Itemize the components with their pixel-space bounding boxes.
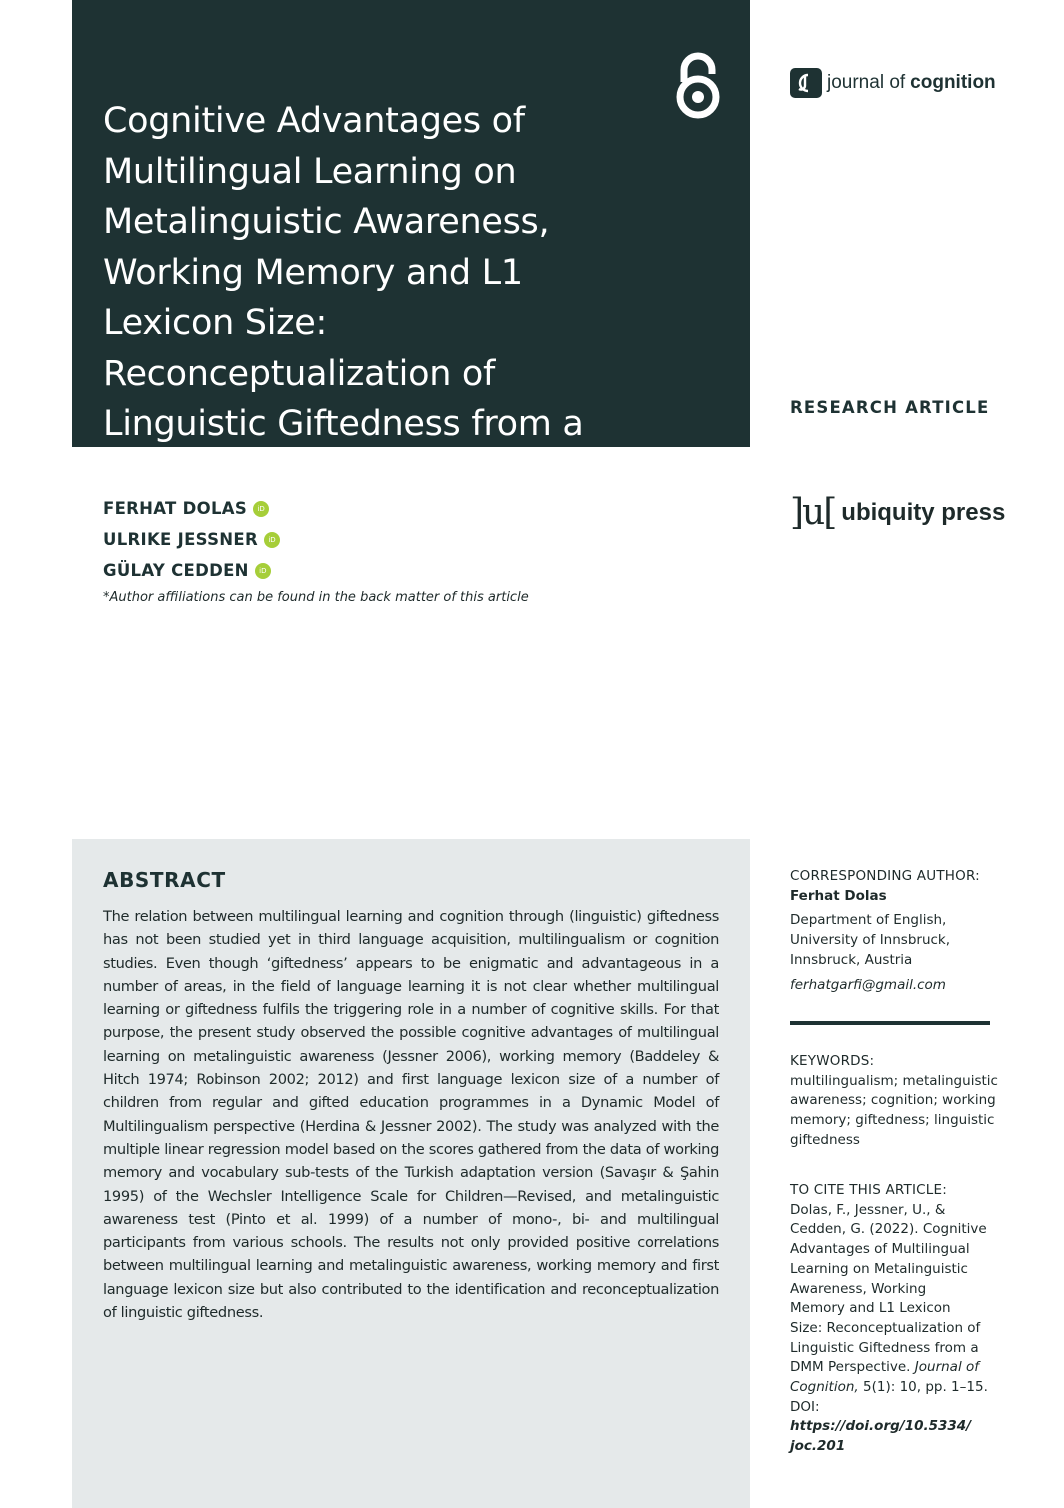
citation-line: Cedden, G. (2022). Cognitive xyxy=(790,1221,987,1238)
citation xyxy=(790,1181,1000,1457)
citation-dmm: DMM Perspective. xyxy=(790,1359,911,1376)
journal-logo[interactable] xyxy=(790,68,996,98)
publisher-logo[interactable] xyxy=(790,493,1005,533)
keywords-line: memory; giftedness; linguistic xyxy=(790,1112,995,1129)
citation-line: Awareness, Working xyxy=(790,1280,927,1297)
publisher-name: ubiquity press xyxy=(841,499,1006,526)
author-item xyxy=(103,524,280,555)
article-title: Cognitive Advantages of Multilingual Learning on Metalinguistic Awareness, Working Memory and L1 Lexicon Size: Reconceptualization of Linguistic Giftedness from a DMM Perspective xyxy=(103,101,584,495)
open-access-lock-icon xyxy=(675,52,721,120)
doi-link-cont[interactable]: joc.201 xyxy=(790,1438,846,1455)
corresponding-author xyxy=(790,867,1000,995)
sidebar-divider xyxy=(790,1021,990,1025)
department-line: Department of English, xyxy=(790,912,947,929)
orcid-icon[interactable] xyxy=(264,532,280,548)
citation-journal: Journal of xyxy=(914,1359,979,1376)
citation-journal-cont: Cognition, xyxy=(790,1379,859,1396)
department-line: University of Innsbruck, xyxy=(790,932,951,949)
citation-line: Learning on Metalinguistic xyxy=(790,1260,968,1277)
citation-line: Advantages of Multilingual xyxy=(790,1241,970,1258)
citation-line: Dolas, F., Jessner, U., & xyxy=(790,1201,946,1218)
doi-label: DOI: xyxy=(790,1398,820,1415)
author-name: FERHAT DOLAS xyxy=(103,499,248,518)
keywords-line: multilingualism; metalinguistic xyxy=(790,1072,998,1089)
corresponding-author-department xyxy=(790,911,1000,970)
orcid-icon[interactable] xyxy=(255,563,271,579)
author-item xyxy=(103,493,280,524)
keywords xyxy=(790,1052,1000,1151)
author-name: GÜLAY CEDDEN xyxy=(103,561,249,580)
citation-volume: 5(1): 10, pp. 1–15. xyxy=(863,1379,988,1396)
journal-of-cognition-logo-icon xyxy=(790,68,822,98)
citation-line xyxy=(790,1378,1000,1398)
abstract-section xyxy=(72,839,750,1508)
corresponding-author-email[interactable]: ferhatgarfi@gmail.com xyxy=(790,976,946,993)
citation-line: Size: Reconceptualization of xyxy=(790,1319,981,1336)
journal-name-main: cognition xyxy=(910,72,996,93)
abstract-heading: ABSTRACT xyxy=(103,868,226,892)
citation-line: Memory and L1 Lexicon xyxy=(790,1300,951,1317)
keywords-line: giftedness xyxy=(790,1131,860,1148)
citation-label: TO CITE THIS ARTICLE: xyxy=(790,1182,947,1198)
author-name: ULRIKE JESSNER xyxy=(103,530,258,549)
article-type: RESEARCH ARTICLE xyxy=(790,398,990,417)
journal-name-prefix: journal of xyxy=(827,72,906,93)
keywords-label: KEYWORDS: xyxy=(790,1053,875,1069)
corresponding-author-label: CORRESPONDING AUTHOR: xyxy=(790,868,980,884)
author-list xyxy=(103,493,280,586)
publisher-mark: ]u[ xyxy=(790,492,836,533)
author-item xyxy=(103,555,280,586)
citation-line xyxy=(790,1358,1000,1378)
orcid-icon[interactable] xyxy=(253,501,269,517)
citation-line xyxy=(790,1398,1000,1437)
doi-link[interactable]: https://doi.org/10.5334/ xyxy=(790,1418,972,1435)
title-banner xyxy=(72,0,750,495)
corresponding-author-name: Ferhat Dolas xyxy=(790,887,887,904)
citation-line: Linguistic Giftedness from a xyxy=(790,1339,979,1356)
keywords-line: awareness; cognition; working xyxy=(790,1092,996,1109)
citation-line xyxy=(790,1437,1000,1457)
department-line: Innsbruck, Austria xyxy=(790,951,913,968)
affiliation-note: *Author affiliations can be found in the back matter of this article xyxy=(103,590,529,605)
abstract-text: The relation between multilingual learning and cognition through (linguistic) giftedness has not been studied yet in third language acquisition, multilingualism or cognition studies. Even though ‘giftedness’ appears to be enigmatic and advantageous in a number of areas, in the field of language learning it is not clear whether multilingual learning or giftedness fulfils the triggering role in a number of cognitive skills. For that purpose, the present study observed the possible cognitive advantages of multilingual learning on metalinguistic awareness (Jessner 2006), working memory (Baddeley & Hitch 1974; Robinson 2002; 2012) and first language lexicon size of a number of children from regular and gifted education programmes in a Dynamic Model of Multilingualism perspective (Herdina & Jessner 2002). The study was analyzed with the multiple linear regression model based on the scores gathered from the data of working memory and vocabulary sub-tests of the Turkish adaptation version (Savaşır & Şahin 1995) of the Wechsler Intelligence Scale for Children—Revised, and metalinguistic awareness test (Pinto et al. 1999) of a number of mono-, bi- and multilingual participants from various schools. The results not only provided positive correlations between multilingual learning and metalinguistic awareness, working memory and first language lexicon size but also contributed to the identification and reconceptualization of linguistic giftedness. xyxy=(103,908,719,1322)
